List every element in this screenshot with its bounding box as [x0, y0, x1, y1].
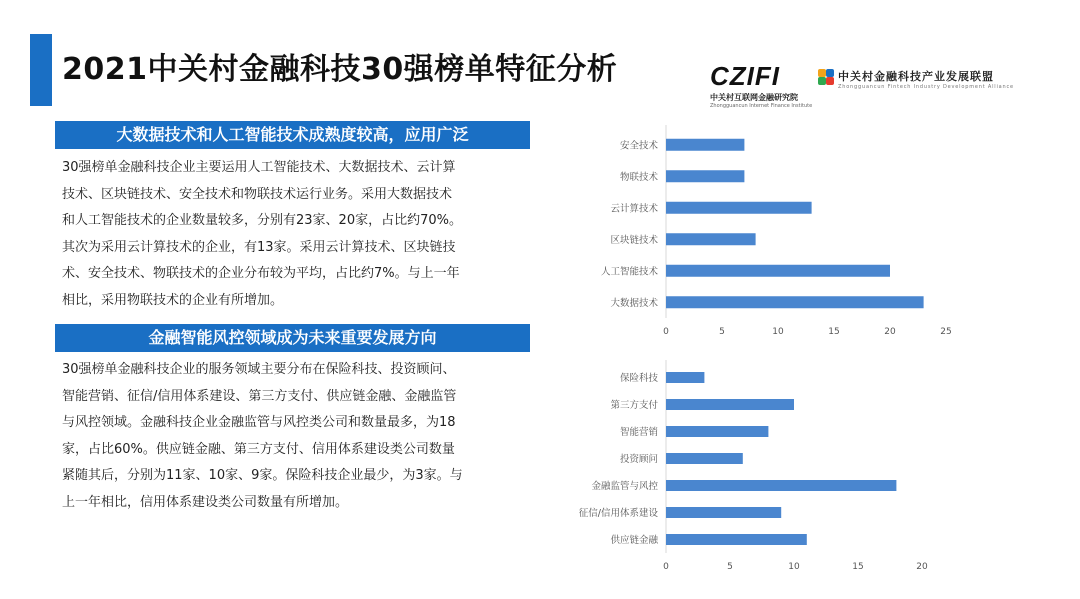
category-label: 金融监管与风控: [591, 481, 658, 492]
bar: [666, 265, 890, 277]
category-label: 物联技术: [619, 171, 658, 183]
bar: [666, 296, 924, 308]
czifi-logo-name: 中关村互联网金融研究院: [710, 93, 798, 102]
category-label: 安全技术: [619, 140, 658, 152]
bar: [666, 202, 812, 214]
page-title: 2021中关村金融科技30强榜单特征分析: [62, 52, 618, 87]
paragraph-line: 相比，采用物联技术的企业有所增加。: [62, 292, 284, 308]
x-tick-label: 5: [727, 562, 733, 572]
x-tick-label: 25: [940, 327, 952, 337]
bar: [666, 139, 744, 151]
x-tick-label: 15: [852, 562, 864, 572]
czifi-logo-mark: CZIFI: [710, 61, 780, 91]
category-label: 大数据技术: [610, 297, 658, 309]
paragraph-line: 家，占比60%。供应链金融、第三方支付、信用体系建设类公司数量: [62, 441, 455, 457]
paragraph-line: 智能营销、征信/信用体系建设、第三方支付、供应链金融、金融监管: [62, 388, 457, 404]
category-label: 区块链技术: [610, 234, 658, 246]
x-tick-label: 20: [884, 327, 896, 337]
paragraph-line: 与风控领域。金融科技企业金融监管与风控类公司和数量最多，为18: [62, 415, 456, 430]
paragraph-line: 其次为采用云计算技术的企业，有13家。采用云计算技术、区块链技: [62, 239, 456, 255]
bar: [666, 480, 896, 491]
paragraph-line: 和人工智能技术的企业数量较多，分别有23家、20家，占比约70%。: [62, 213, 462, 228]
section1-heading: 大数据技术和人工智能技术成熟度较高，应用广泛: [55, 121, 530, 149]
bar: [666, 233, 756, 245]
bar: [666, 534, 807, 545]
bar: [666, 426, 768, 437]
title-accent-bar: [30, 34, 52, 106]
category-label: 保险科技: [619, 373, 658, 384]
czifi-logo: [710, 62, 820, 109]
x-tick-label: 10: [772, 327, 784, 337]
cube-icon: [818, 69, 834, 85]
service-field-bar-chart: [540, 360, 960, 575]
category-label: 投资顾问: [619, 454, 658, 465]
category-label: 智能营销: [619, 427, 658, 438]
bar: [666, 453, 743, 464]
paragraph-line: 30强榜单金融科技企业主要运用人工智能技术、大数据技术、云计算: [62, 160, 456, 175]
alliance-logo-name-en: Zhongguancun Fintech Industry Development Alliance: [838, 84, 1014, 90]
paragraph-line: 术、安全技术、物联技术的企业分布较为平均，占比约7%。与上一年: [62, 266, 460, 281]
paragraph-line: 技术、区块链技术、安全技术和物联技术运行业务。采用大数据技术: [62, 186, 453, 202]
category-label: 供应链金融: [610, 535, 658, 546]
category-label: 云计算技术: [610, 203, 658, 215]
technology-bar-chart: [560, 125, 980, 340]
category-label: 第三方支付: [610, 400, 658, 411]
bar: [666, 399, 794, 410]
alliance-logo: [818, 68, 1014, 90]
alliance-logo-name: 中关村金融科技产业发展联盟: [838, 70, 994, 83]
section1-paragraph: [62, 155, 532, 314]
x-tick-label: 0: [663, 562, 669, 572]
section2-paragraph: [62, 357, 532, 516]
category-label: 人工智能技术: [600, 266, 658, 278]
x-tick-label: 0: [663, 327, 669, 337]
paragraph-line: 上一年相比，信用体系建设类公司数量有所增加。: [62, 494, 349, 510]
bar: [666, 507, 781, 518]
section2-heading: 金融智能风控领域成为未来重要发展方向: [55, 324, 530, 352]
bar: [666, 372, 704, 383]
x-tick-label: 10: [788, 562, 800, 572]
x-tick-label: 20: [916, 562, 928, 572]
category-label: 征信/信用体系建设: [578, 508, 658, 519]
czifi-logo-name-en: Zhongguancun Internet Finance Institute: [710, 103, 813, 109]
x-tick-label: 5: [719, 327, 725, 337]
x-tick-label: 15: [828, 327, 840, 337]
bar: [666, 170, 744, 182]
paragraph-line: 紧随其后，分别为11家、10家、9家。保险科技企业最少，为3家。与: [62, 468, 463, 483]
paragraph-line: 30强榜单金融科技企业的服务领域主要分布在保险科技、投资顾问、: [62, 362, 456, 377]
